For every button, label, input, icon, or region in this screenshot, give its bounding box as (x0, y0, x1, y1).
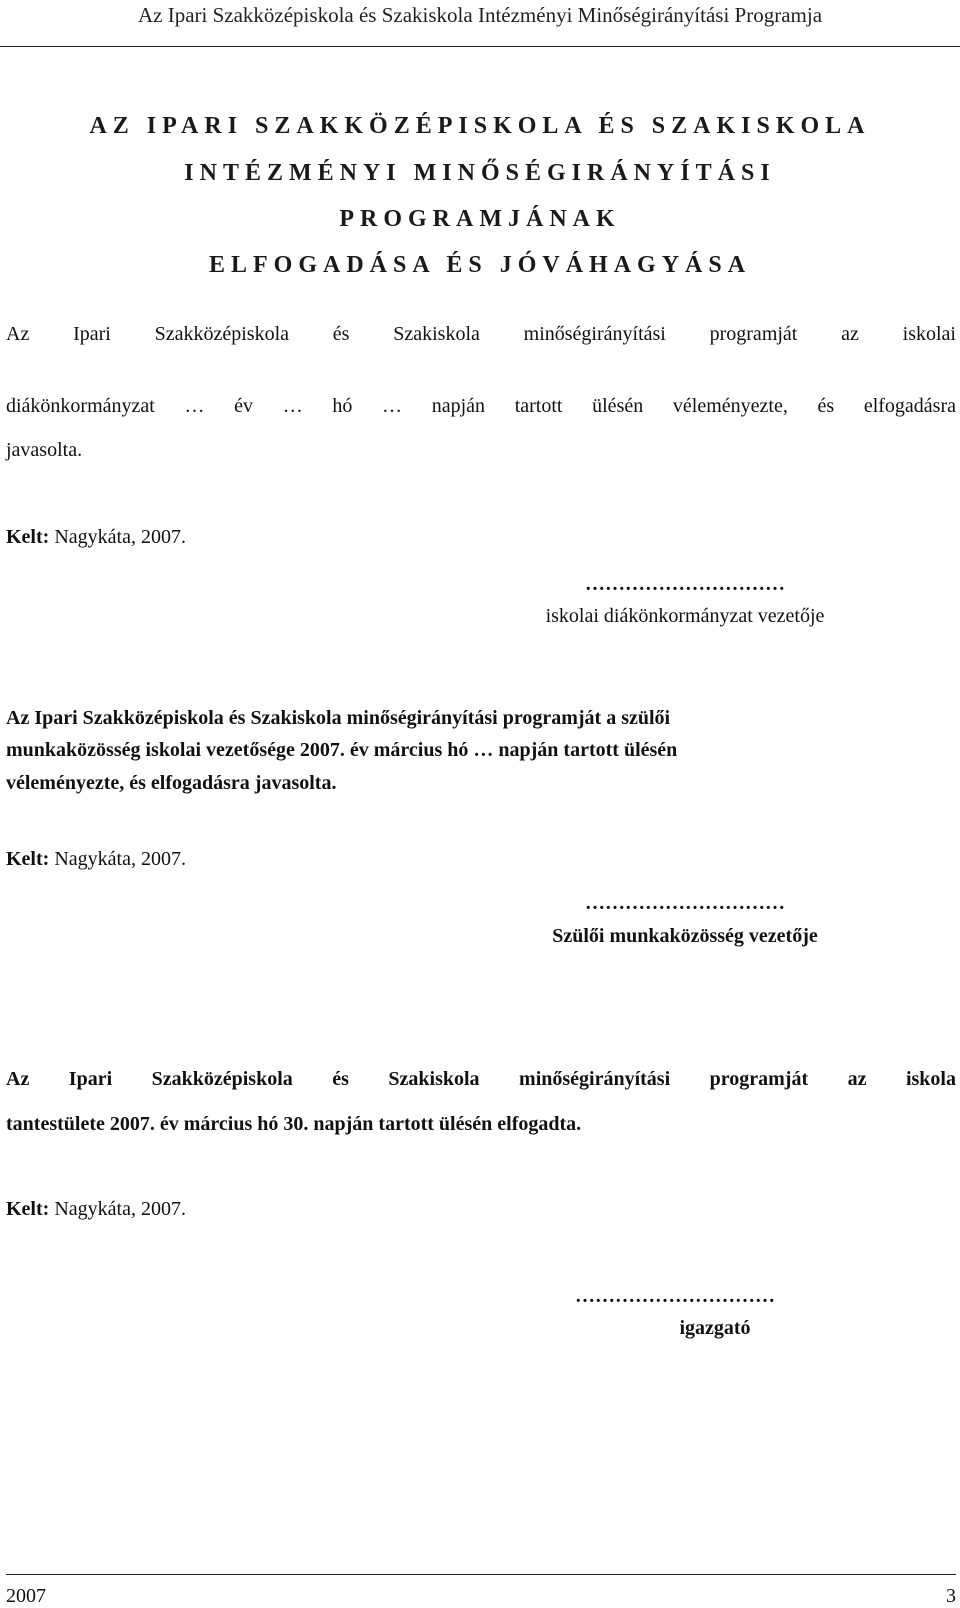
section3-kelt-value: Nagykáta, 2007. (54, 1198, 186, 1220)
section1-signature-title: iskolai diákönkormányzat vezetője (545, 605, 825, 627)
section3-signature-dots: ………………………… (575, 1285, 775, 1307)
section1-kelt-label: Kelt: (6, 526, 50, 548)
page-number-value: 3 (946, 1585, 956, 1607)
section3-text-line-2: tantestülete 2007. év március hó 30. napján tartott ülésén elfogadta. (6, 1113, 582, 1135)
running-header (0, 0, 960, 47)
document-title-line-3: PROGRAMJÁNAK (339, 206, 621, 232)
section3-signature-title: igazgató (679, 1317, 751, 1339)
section1-text-line-3: javasolta. (6, 439, 83, 461)
section3-date-line (6, 1198, 956, 1221)
section2-text-line-1: Az Ipari Szakközépiskola és Szakiskola minőségirányítási programját a szülői (6, 707, 671, 729)
section1-signature-dots: ………………………… (585, 573, 785, 595)
footer-year: 2007 (6, 1585, 46, 1607)
section1-text-line-1: Az Ipari Szakközépiskola és Szakiskola minőségirányítási programját az iskolai (6, 323, 956, 345)
section2-signature-dots: ………………………… (585, 892, 785, 914)
section3-kelt-label: Kelt: (6, 1198, 50, 1220)
section2-date-line (6, 848, 956, 871)
section1-text-line-2: diákönkormányzat … év … hó … napján tartott ülésén véleményezte, és elfogadásra (6, 395, 956, 417)
document-title-line-2: INTÉZMÉNYI MINŐSÉGIRÁNYÍTÁSI (184, 160, 776, 186)
section1-kelt-value: Nagykáta, 2007. (54, 526, 186, 548)
page-number (946, 1585, 956, 1608)
section2-text-line-2: munkaközösség iskolai vezetősége 2007. év március hó … napján tartott ülésén (6, 739, 678, 761)
section2-text-line-3: véleményezte, és elfogadásra javasolta. (6, 772, 337, 794)
section3-text-line-1: Az Ipari Szakközépiskola és Szakiskola minőségirányítási programját az iskola (6, 1068, 956, 1090)
document-title-line-4: ELFOGADÁSA ÉS JÓVÁHAGYÁSA (208, 252, 752, 278)
section2-signature-title: Szülői munkaközösség vezetője (552, 925, 818, 947)
section1-date-line (6, 526, 956, 549)
section2-kelt-value: Nagykáta, 2007. (54, 848, 186, 870)
document-title-line-1: AZ IPARI SZAKKÖZÉPISKOLA ÉS SZAKISKOLA (89, 113, 871, 139)
page-footer (6, 1574, 956, 1608)
running-header-title: Az Ipari Szakközépiskola és Szakiskola Intézményi Minőségirányítási Programja (137, 3, 823, 27)
section2-kelt-label: Kelt: (6, 848, 50, 870)
